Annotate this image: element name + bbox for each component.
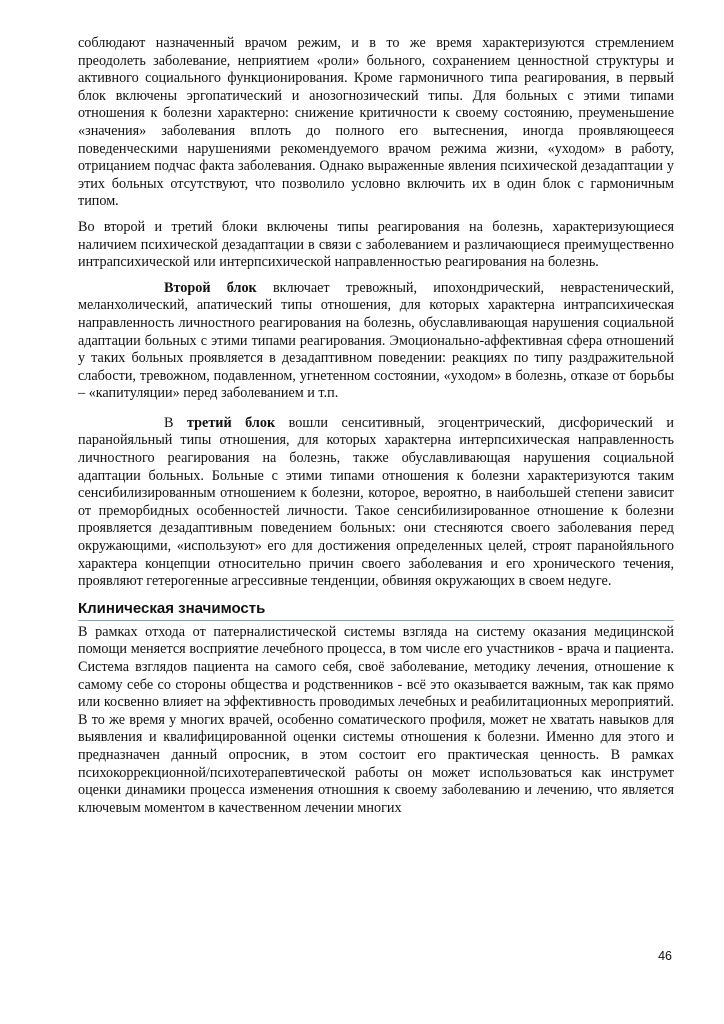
page-number: 46 — [658, 949, 672, 963]
paragraph-third-block — [78, 415, 674, 591]
third-block-text: вошли сенситивный, эгоцентрический, дисфорический и паранойяльный типы отношения, для которых характерна интерпсихическая направленность личностного реагирования на болезнь, также обуславливающая нарушения социальной адаптации больных. Больные с этими типами отношения к болезни характеризуются таким сенсибилизированным отношением к болезни, которое, вероятно, в наибольшей степени зависит от преморбидных особенностей личности. Такое сенсибилизированное отношение к болезни проявляется дезадаптивным поведением больных: они стесняются своего заболевания перед окружающими, «используют» его для достижения определенных целей, строят паранойяльного характера концепции относительно причин своего заболевания и его хронического течения, проявляют гетерогенные агрессивные тенденции, обвиняя окружающих в своем недуге. — [78, 414, 674, 590]
paragraph-second-block — [78, 280, 674, 403]
third-block-term: третий блок — [187, 414, 276, 431]
second-block-term: Второй блок — [164, 279, 257, 296]
page-content — [78, 35, 674, 817]
paragraph-second-third-blocks: Во второй и третий блоки включены типы реагирования на болезнь, характеризующиеся наличием психической дезадаптации в связи с заболеванием и различающиеся преимущественно интрапсихической или интерпсихической направленностью реагирования на болезнь. — [78, 218, 674, 271]
paragraph-harmonic-block: соблюдают назначенный врачом режим, и в то же время характеризуются стремлением преодолеть заболевание, неприятием «роли» больного, сохранением ценностной структуры и активного социального функционирования. Кроме гармоничного типа реагирования, в первый блок включены эргопатический и анозогнозический типы. Для больных с этими типами отношения к болезни характерно: снижение критичности к своему состоянию, преуменьшение «значения» заболевания вплоть до полного его вытеснения, иногда проявляющееся поведенческими нарушениями рекомендуемого врачом режима жизни, «уходом» в работу, отрицанием подчас факта заболевания. Однако выраженные явления психической дезадаптации у этих больных отсутствуют, что позволило условно включить их в один блок с гармоничным типом. — [78, 35, 674, 210]
section-title-clinical-significance: Клиническая значимость — [78, 600, 674, 621]
paragraph-clinical-significance: В рамках отхода от патерналистической системы взгляда на систему оказания медицинской помощи меняется восприятие лечебного процесса, в том числе его участников - врача и пациента. Система взглядов пациента на самого себя, своё заболевание, методику лечения, отношение к самому себе со стороны общества и родственников - всё это оказывается важным, так как прямо или косвенно влияет на эффективность проводимых лечебных и реабилитационных мероприятий. В то же время у многих врачей, особенно соматического профиля, может не хватать навыков для выявления и квалифицированной оценки системы отношения к болезни. Именно для этого и предназначен данный опросник, в этом состоит его практическая ценность. В рамках психокоррекционной/психотерапевтической работы он может использоваться как инструмет оценки динамики процесса изменения отношния к своему заболеванию и лечению, что является ключевым моментом в качественном лечении многих — [78, 623, 674, 816]
second-block-text: включает тревожный, ипохондрический, неврастенический, меланхолический, апатический типы отношения, для которых характерна интрапсихическая направленность личностного реагирования на болезнь, обуславливающая нарушения социальной адаптации больных с этими типами реагирования. Эмоционально-аффективная сфера отношений у таких больных проявляется в дезадаптивном поведении: реакциях по типу раздражительной слабости, тревожном, подавленном, угнетенном состоянии, «уходом» в болезнь, отказе от борьбы – «капитуляции» перед заболеванием и т.п. — [78, 279, 674, 402]
third-block-prefix: В — [164, 414, 187, 431]
